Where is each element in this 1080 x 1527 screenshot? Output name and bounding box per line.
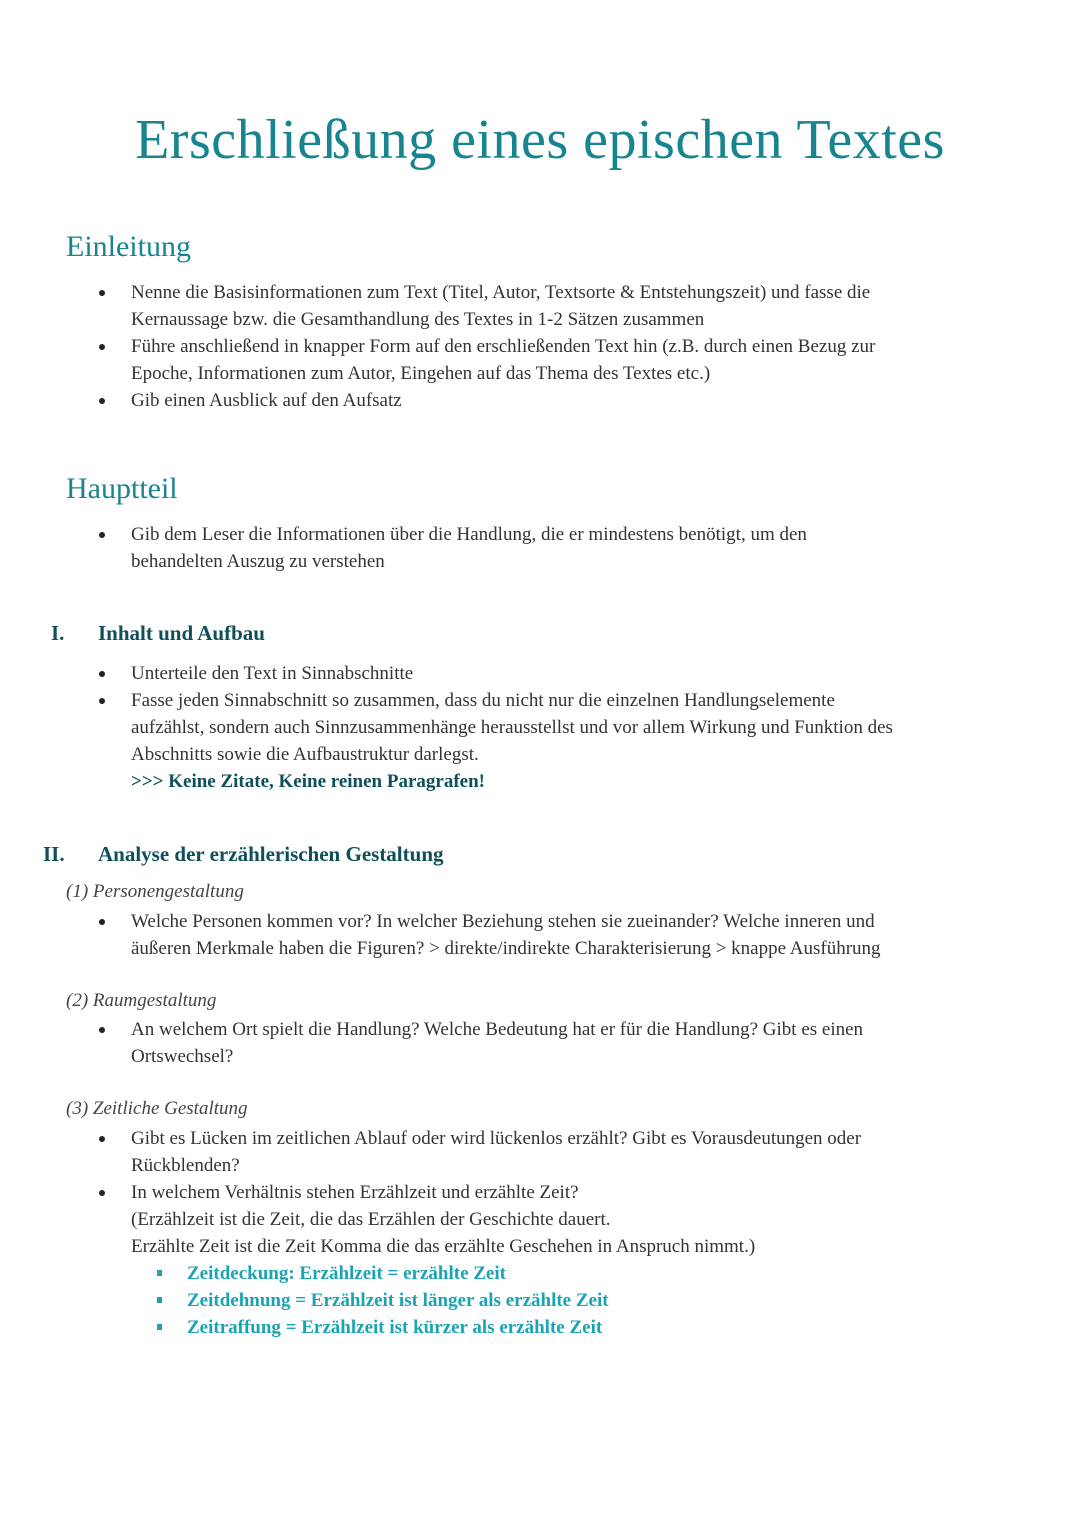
list-item: In welchem Verhältnis stehen Erzählzeit und erzählte Zeit? (Erzählzeit ist die Zeit, die das Erzählen der Geschichte dauert. Erzählte Zeit ist die Zeit Komma die das erzählte Geschehen in Anspruch nimmt.) Zeitdeckung: Erzählzeit = erzählte Zeit Zeitdehnung = Erzählzeit ist länger als erzählte Zeit Zeitraffung = Erzählzeit ist kürzer als erzählte Zeit bbox=[0, 1179, 1010, 1341]
section-number: I. bbox=[51, 621, 65, 645]
list-item: Gib einen Ausblick auf den Aufsatz bbox=[0, 387, 1010, 414]
heading-hauptteil: Hauptteil bbox=[66, 472, 178, 505]
list-item: Welche Personen kommen vor? In welcher Beziehung stehen sie zueinander? Welche inneren und äußeren Merkmale haben die Figuren? > direkte/indirekte Charakterisierung > knappe Ausführung bbox=[0, 908, 1010, 962]
list-item: Gib dem Leser die Informationen über die Handlung, die er mindestens benötigt, um den behandelten Auszug zu verstehen bbox=[0, 521, 1010, 575]
zeit-terms-list bbox=[131, 1260, 1010, 1341]
term-zeitraffung: Zeitraffung = Erzählzeit ist kürzer als erzählte Zeit bbox=[131, 1314, 1010, 1341]
einleitung-list bbox=[0, 279, 1010, 414]
section-heading: Analyse der erzählerischen Gestaltung bbox=[98, 842, 444, 866]
section-number: II. bbox=[43, 842, 65, 866]
list-item: An welchem Ort spielt die Handlung? Welche Bedeutung hat er für die Handlung? Gibt es einen Ortswechsel? bbox=[0, 1016, 1010, 1070]
note-keine-zitate: >>> Keine Zitate, Keine reinen Paragrafen! bbox=[131, 771, 485, 792]
term-zeitdehnung: Zeitdehnung = Erzählzeit ist länger als erzählte Zeit bbox=[131, 1287, 1010, 1314]
raumgestaltung-list bbox=[0, 1016, 1010, 1070]
list-item: Unterteile den Text in Sinnabschnitte bbox=[0, 660, 1010, 687]
inhalt-list bbox=[0, 660, 1010, 795]
subheading-raumgestaltung: (2) Raumgestaltung bbox=[66, 990, 217, 1011]
section-heading: Inhalt und Aufbau bbox=[98, 621, 265, 645]
document-title: Erschließung eines epischen Textes bbox=[135, 109, 945, 171]
zeitliche-gestaltung-list bbox=[0, 1125, 1010, 1341]
hauptteil-list bbox=[0, 521, 1010, 575]
list-item: Gibt es Lücken im zeitlichen Ablauf oder wird lückenlos erzählt? Gibt es Vorausdeutungen oder Rückblenden? bbox=[0, 1125, 1010, 1179]
subheading-personengestaltung: (1) Personengestaltung bbox=[66, 881, 244, 902]
personengestaltung-list bbox=[0, 908, 1010, 962]
heading-einleitung: Einleitung bbox=[66, 230, 191, 263]
subheading-zeitliche-gestaltung: (3) Zeitliche Gestaltung bbox=[66, 1098, 248, 1119]
term-zeitdeckung: Zeitdeckung: Erzählzeit = erzählte Zeit bbox=[131, 1260, 1010, 1287]
list-item: Fasse jeden Sinnabschnitt so zusammen, dass du nicht nur die einzelnen Handlungselemente aufzählst, sondern auch Sinnzusammenhänge herausstellst und vor allem Wirkung und Funktion des Abschnitts sowie die Aufbaustruktur darlegst. >>> Keine Zitate, Keine reinen Paragrafen! bbox=[0, 687, 1010, 795]
list-item: Führe anschließend in knapper Form auf den erschließenden Text hin (z.B. durch einen Bezug zur Epoche, Informationen zum Autor, Eingehen auf das Thema des Textes etc.) bbox=[0, 333, 1010, 387]
list-item: Nenne die Basisinformationen zum Text (Titel, Autor, Textsorte & Entstehungszeit) und fasse die Kernaussage bzw. die Gesamthandlung des Textes in 1-2 Sätzen zusammen bbox=[0, 279, 1010, 333]
